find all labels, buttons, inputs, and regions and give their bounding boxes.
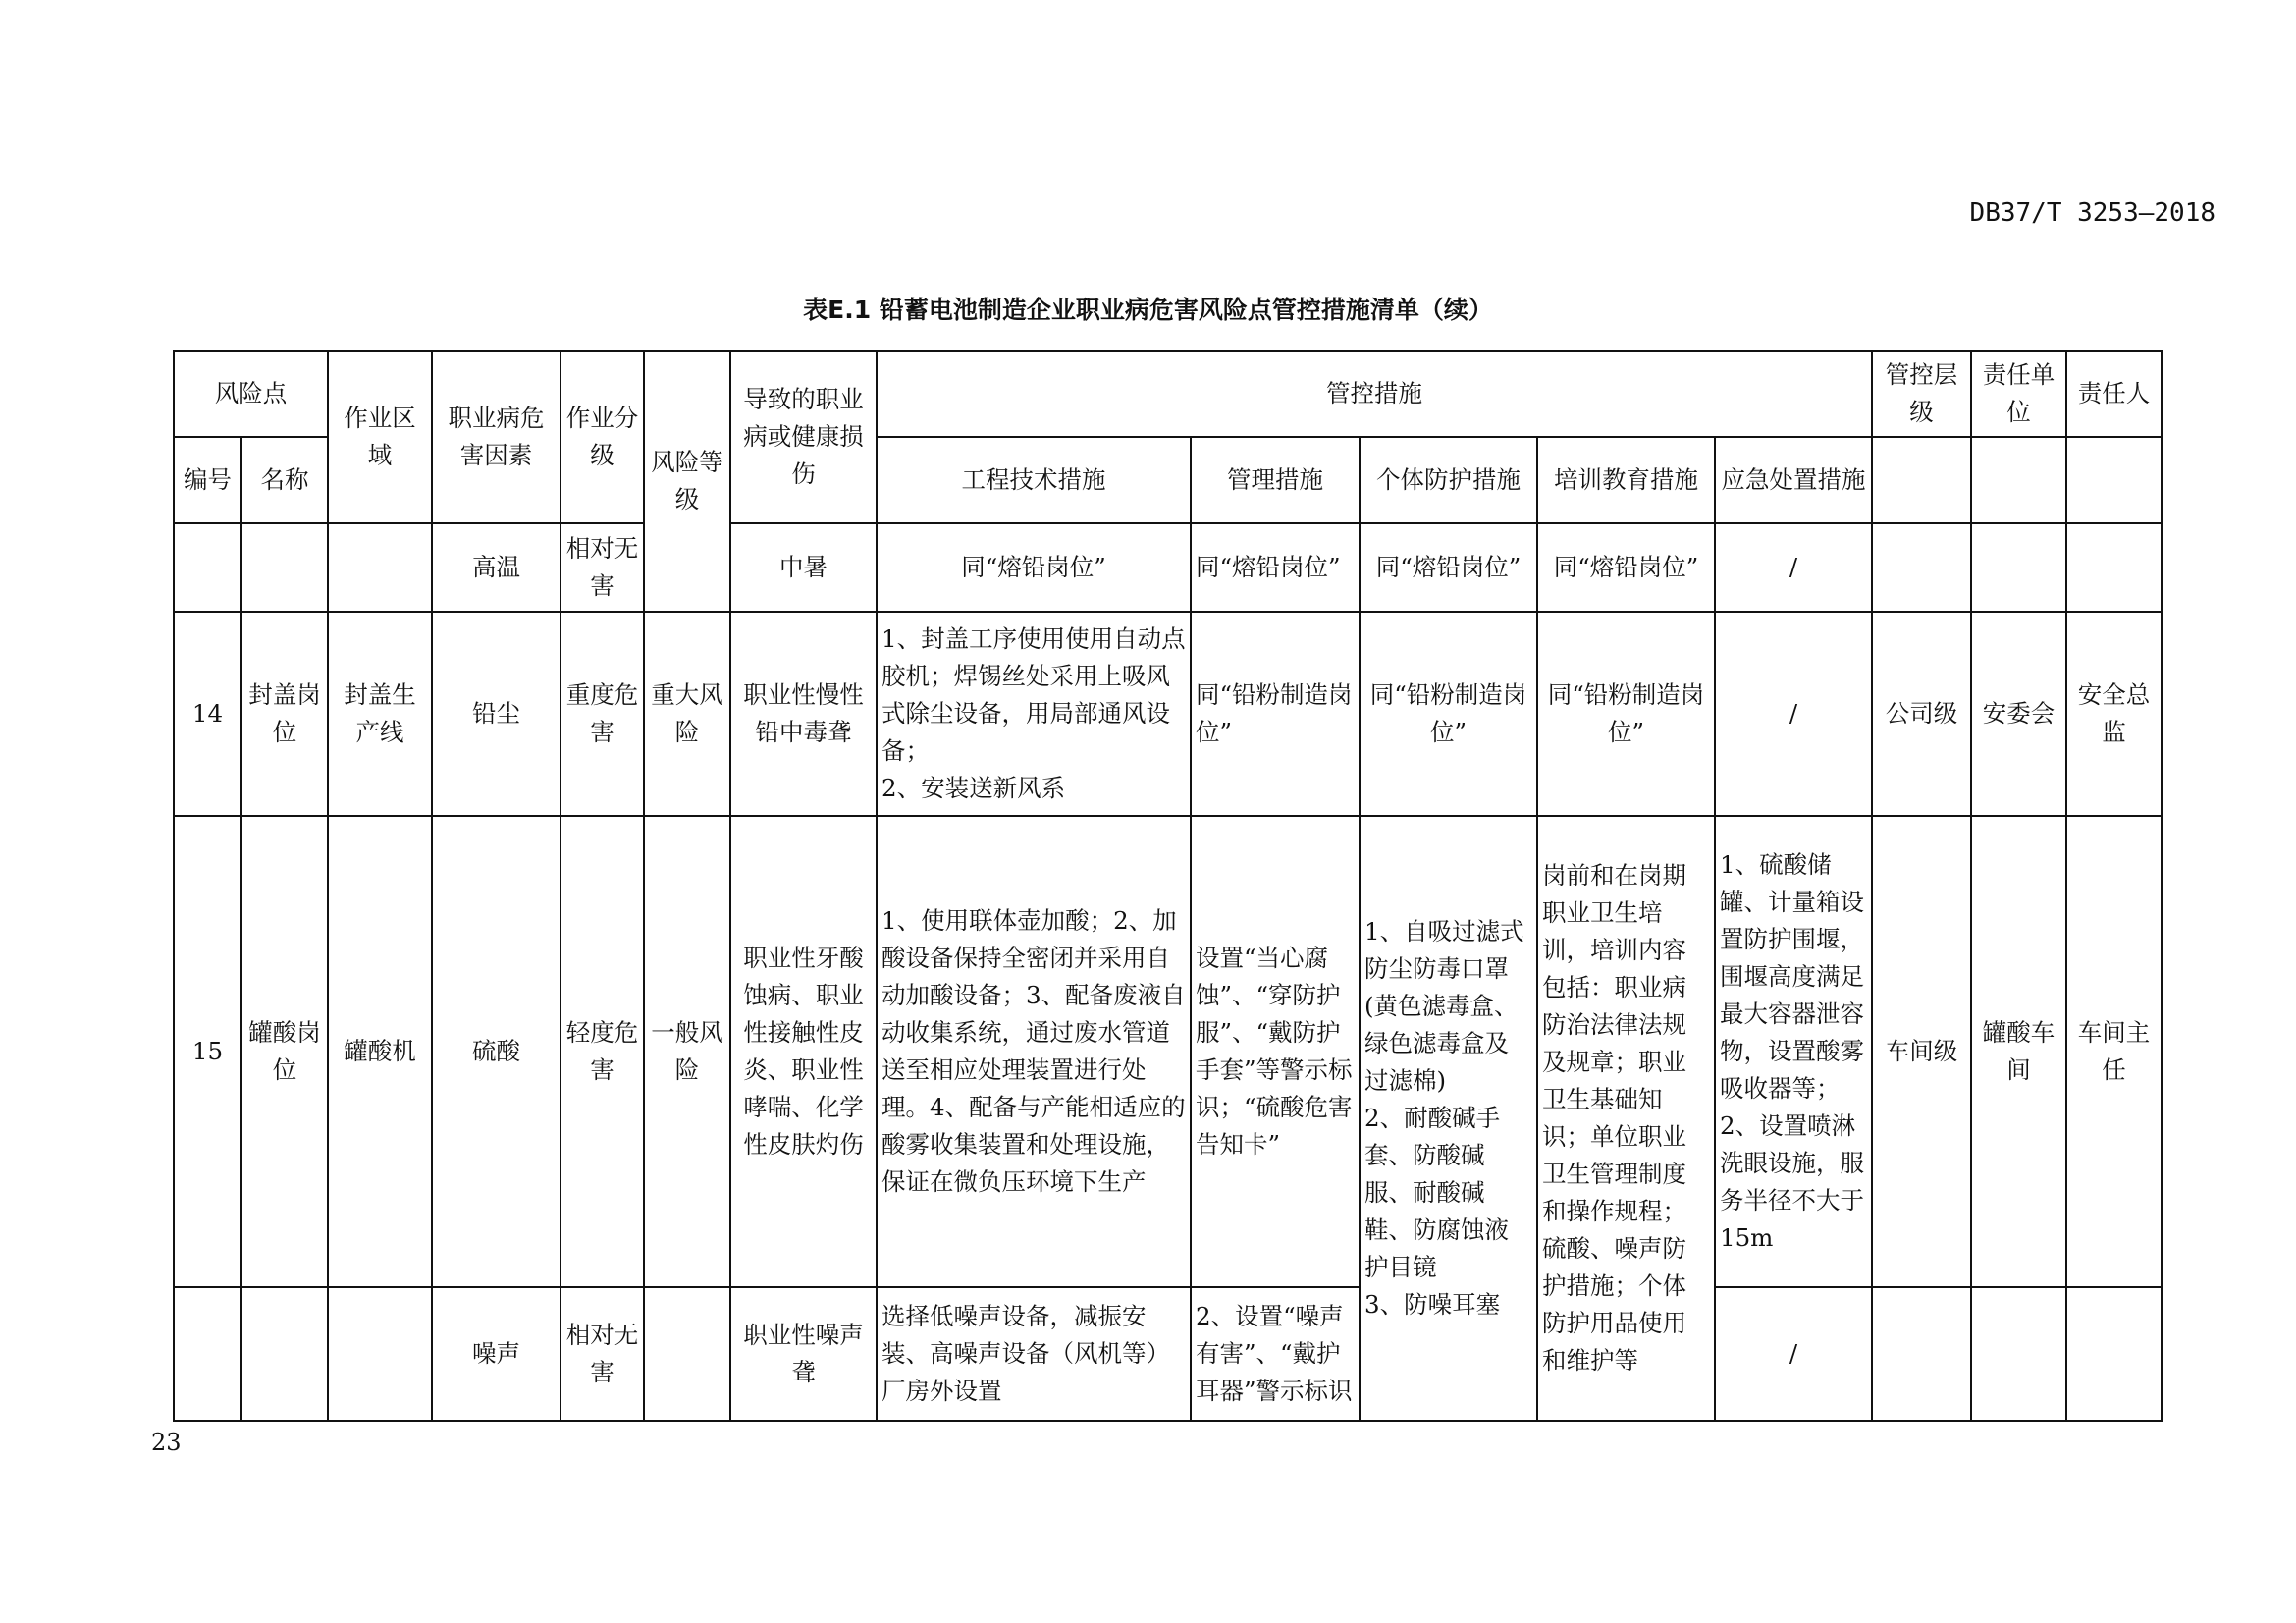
cell-disease: 中暑 <box>730 523 877 612</box>
cell-work-area <box>328 1287 432 1421</box>
empty-cell <box>1971 437 2066 523</box>
header-resp-unit: 责任单位 <box>1971 351 2066 437</box>
header-control-measures: 管控措施 <box>877 351 1872 437</box>
cell-no: 14 <box>174 612 241 816</box>
cell-name <box>241 1287 328 1421</box>
cell-management: 同“铅粉制造岗位” <box>1191 612 1360 816</box>
cell-hazard-factor: 铅尘 <box>432 612 561 816</box>
header-hazard-factor: 职业病危害因素 <box>432 351 561 523</box>
cell-resp-unit <box>1971 523 2066 612</box>
cell-resp-unit <box>1971 1287 2066 1421</box>
cell-no <box>174 1287 241 1421</box>
header-resp-person: 责任人 <box>2066 351 2162 437</box>
cell-resp-unit: 安委会 <box>1971 612 2066 816</box>
table-row <box>174 816 2162 1287</box>
header-ppe: 个体防护措施 <box>1360 437 1537 523</box>
cell-work-area <box>328 523 432 612</box>
cell-management: 同“熔铅岗位” <box>1191 523 1360 612</box>
table-row <box>174 612 2162 816</box>
cell-work-grade: 相对无害 <box>561 523 644 612</box>
cell-resp-person: 安全总监 <box>2066 612 2162 816</box>
header-management: 管理措施 <box>1191 437 1360 523</box>
table-row <box>174 523 2162 612</box>
page-number: 23 <box>151 1429 182 1456</box>
cell-management: 设置“当心腐蚀”、“穿防护服”、“戴防护手套”等警示标识；“硫酸危害告知卡” <box>1191 816 1360 1287</box>
cell-no <box>174 523 241 612</box>
cell-resp-person <box>2066 523 2162 612</box>
cell-no: 15 <box>174 816 241 1287</box>
cell-hazard-factor: 噪声 <box>432 1287 561 1421</box>
cell-emergency: / <box>1715 523 1872 612</box>
cell-resp-person: 车间主任 <box>2066 816 2162 1287</box>
cell-risk-level <box>644 1287 730 1421</box>
header-work-grade: 作业分级 <box>561 351 644 523</box>
header-engineering: 工程技术措施 <box>877 437 1191 523</box>
cell-emergency: / <box>1715 612 1872 816</box>
header-risk-level: 风险等级 <box>644 351 730 612</box>
empty-cell <box>1872 437 1971 523</box>
cell-hazard-factor: 高温 <box>432 523 561 612</box>
header-emergency: 应急处置措施 <box>1715 437 1872 523</box>
cell-training: 同“铅粉制造岗位” <box>1537 612 1715 816</box>
cell-resp-unit: 罐酸车间 <box>1971 816 2066 1287</box>
cell-name: 罐酸岗位 <box>241 816 328 1287</box>
cell-management: 2、设置“噪声有害”、“戴护耳器”警示标识 <box>1191 1287 1360 1421</box>
cell-control-level <box>1872 1287 1971 1421</box>
cell-emergency: 1、硫酸储罐、计量箱设置防护围堰，围堰高度满足最大容器泄容物，设置酸雾吸收器等； 2、设置喷淋洗眼设施，服务半径不大于15m <box>1715 816 1872 1287</box>
cell-control-level <box>1872 523 1971 612</box>
cell-work-grade: 重度危害 <box>561 612 644 816</box>
cell-resp-person <box>2066 1287 2162 1421</box>
header-control-level: 管控层级 <box>1872 351 1971 437</box>
header-disease: 导致的职业病或健康损伤 <box>730 351 877 523</box>
cell-work-grade: 轻度危害 <box>561 816 644 1287</box>
risk-control-table <box>173 350 2163 1422</box>
cell-name: 封盖岗位 <box>241 612 328 816</box>
cell-control-level: 车间级 <box>1872 816 1971 1287</box>
header-no: 编号 <box>174 437 241 523</box>
cell-engineering: 同“熔铅岗位” <box>877 523 1191 612</box>
cell-engineering: 选择低噪声设备，减振安装、高噪声设备（风机等）厂房外设置 <box>877 1287 1191 1421</box>
cell-hazard-factor: 硫酸 <box>432 816 561 1287</box>
table-title: 表E.1 铅蓄电池制造企业职业病危害风险点管控措施清单（续） <box>803 296 1493 324</box>
cell-risk-level: 一般风险 <box>644 816 730 1287</box>
cell-name <box>241 523 328 612</box>
cell-work-area: 封盖生产线 <box>328 612 432 816</box>
cell-disease: 职业性慢性铅中毒聋 <box>730 612 877 816</box>
cell-training: 岗前和在岗期职业卫生培训，培训内容包括：职业病防治法律法规及规章；职业卫生基础知识；单位职业卫生管理制度和操作规程；硫酸、噪声防护措施；个体防护用品使用和维护等 <box>1537 816 1715 1421</box>
document-code: DB37/T 3253—2018 <box>1969 198 2216 228</box>
empty-cell <box>2066 437 2162 523</box>
cell-training: 同“熔铅岗位” <box>1537 523 1715 612</box>
cell-engineering: 1、封盖工序使用使用自动点胶机；焊锡丝处采用上吸风式除尘设备，用局部通风设备； 2、安装送新风系 <box>877 612 1191 816</box>
header-work-area: 作业区域 <box>328 351 432 523</box>
cell-work-grade: 相对无害 <box>561 1287 644 1421</box>
cell-ppe: 1、自吸过滤式防尘防毒口罩(黄色滤毒盒、绿色滤毒盒及过滤棉) 2、耐酸碱手套、防酸碱服、耐酸碱鞋、防腐蚀液护目镜 3、防噪耳塞 <box>1360 816 1537 1421</box>
table-row <box>174 1287 2162 1421</box>
header-name: 名称 <box>241 437 328 523</box>
header-training: 培训教育措施 <box>1537 437 1715 523</box>
cell-control-level: 公司级 <box>1872 612 1971 816</box>
cell-emergency: / <box>1715 1287 1872 1421</box>
header-risk-point: 风险点 <box>174 351 328 437</box>
cell-engineering: 1、使用联体壶加酸；2、加酸设备保持全密闭并采用自动加酸设备；3、配备废液自动收集系统，通过废水管道送至相应处理装置进行处理。4、配备与产能相适应的酸雾收集装置和处理设施，保证在微负压环境下生产 <box>877 816 1191 1287</box>
cell-disease: 职业性噪声聋 <box>730 1287 877 1421</box>
cell-disease: 职业性牙酸蚀病、职业性接触性皮炎、职业性哮喘、化学性皮肤灼伤 <box>730 816 877 1287</box>
cell-ppe: 同“熔铅岗位” <box>1360 523 1537 612</box>
header-row-1 <box>174 351 2162 437</box>
cell-ppe: 同“铅粉制造岗位” <box>1360 612 1537 816</box>
cell-work-area: 罐酸机 <box>328 816 432 1287</box>
cell-risk-level: 重大风险 <box>644 612 730 816</box>
